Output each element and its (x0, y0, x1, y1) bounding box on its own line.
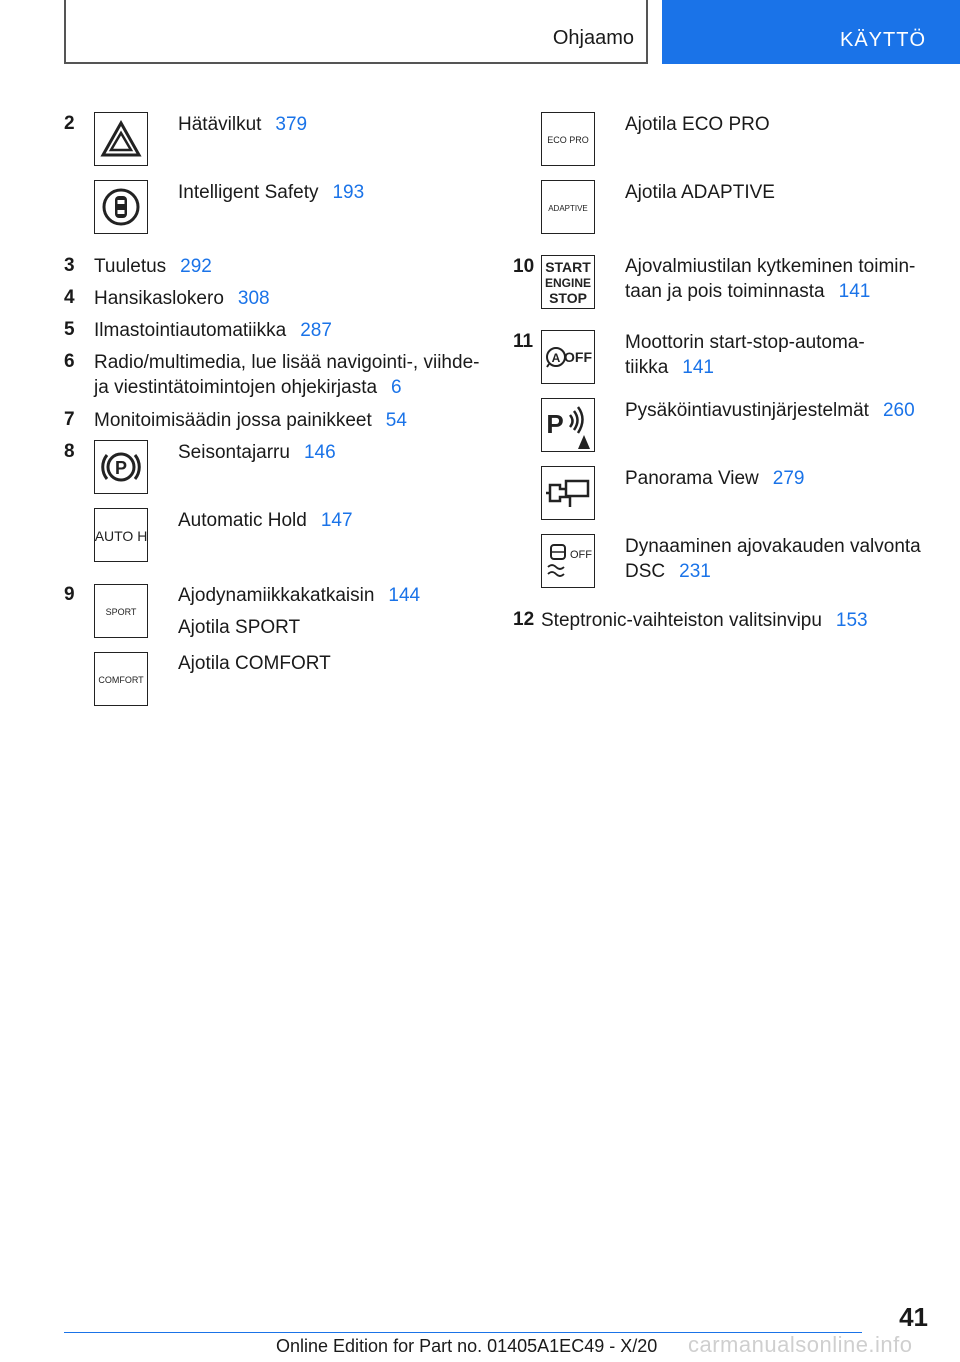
page-link-parking[interactable]: 146 (303, 442, 336, 463)
sport-mode-icon (94, 584, 148, 638)
entry-parking-brake: Seisontajarru 146 (178, 442, 336, 463)
entry-steptronic: Steptronic-vaihteiston valitsinvipu 153 (541, 610, 868, 631)
entry-start-stop: Ajovalmiustilan kytkeminen toimin- taan ja pois toiminnasta 141 (625, 256, 916, 302)
svg-text:P: P (546, 409, 564, 439)
svg-text:A: A (551, 351, 561, 365)
header-chapter-tab (662, 0, 960, 64)
parking-assistant-icon (541, 398, 595, 452)
panorama-view-icon (541, 466, 595, 520)
item-number-5: 5 (64, 319, 75, 340)
footer-edition: Online Edition for Part no. 01405A1EC49 - X/20 (276, 1336, 658, 1356)
page-number: 41 (899, 1302, 928, 1332)
entry-6: Radio/multimedia, lue lisää navigointi-, viihde- ja viestintätoimintojen ohjekirjasta 6 (94, 352, 480, 398)
page-link-drive[interactable]: 144 (388, 585, 421, 606)
entry-comfort: Ajotila COMFORT (178, 653, 331, 674)
page-link-autohold[interactable]: 147 (320, 510, 353, 531)
parking-brake-icon (94, 440, 148, 494)
item-number-2: 2 (64, 113, 75, 134)
intelligent-safety-icon (94, 180, 148, 234)
header-section-tab (64, 0, 648, 64)
adaptive-mode-icon (541, 180, 595, 234)
start-stop-button-icon (541, 255, 595, 309)
item-number-11: 11 (513, 331, 534, 352)
entry-7: Monitoimisäädin jossa painikkeet 54 (94, 410, 407, 431)
eco-pro-mode-icon (541, 112, 595, 166)
entry-3: Tuuletus 292 (94, 256, 212, 277)
page-link-5[interactable]: 287 (300, 320, 332, 341)
svg-text:ENGINE: ENGINE (544, 276, 592, 290)
svg-text:START: START (545, 259, 591, 275)
item-number-6: 6 (64, 351, 75, 372)
footer-watermark: carmanualsonline.info (688, 1332, 913, 1357)
page-link-4[interactable]: 308 (237, 288, 270, 309)
item-number-8: 8 (64, 441, 75, 462)
page-link-autostart[interactable]: 141 (682, 357, 714, 378)
auto-start-stop-off-icon (541, 330, 595, 384)
svg-text:OFF: OFF (564, 349, 592, 365)
item-number-9: 9 (64, 584, 75, 605)
svg-text:SPORT: SPORT (105, 607, 137, 617)
item-number-4: 4 (64, 287, 75, 308)
entry-4: Hansikaslokero 308 (94, 288, 270, 309)
auto-hold-icon (94, 508, 148, 562)
page-link-dsc[interactable]: 231 (679, 561, 711, 582)
page-link-7[interactable]: 54 (385, 410, 407, 431)
header-section-title: Ohjaamo (552, 27, 634, 49)
page-link-3[interactable]: 292 (180, 256, 212, 277)
entry-dsc: Dynaaminen ajovakauden valvonta DSC 231 (625, 536, 921, 582)
page-link-pdc[interactable]: 260 (882, 400, 915, 421)
page-link-6[interactable]: 6 (391, 377, 402, 398)
item-number-10: 10 (513, 256, 535, 277)
header-chapter-title: KÄYTTÖ (839, 29, 926, 51)
hazard-warning-icon (94, 112, 148, 166)
svg-text:P: P (114, 458, 128, 478)
item-number-3: 3 (64, 255, 75, 276)
dsc-off-icon (541, 534, 595, 588)
svg-text:OFF: OFF (570, 549, 592, 561)
page-link-safety[interactable]: 193 (332, 182, 365, 203)
svg-text:STOP: STOP (549, 290, 587, 306)
entry-hazard: Hätävilkut 379 (178, 114, 308, 135)
entry-adaptive: Ajotila ADAPTIVE (625, 182, 775, 203)
svg-text:ADAPTIVE: ADAPTIVE (548, 204, 588, 213)
item-number-7: 7 (64, 409, 75, 430)
entry-panorama-view: Panorama View 279 (625, 468, 805, 489)
entry-parking-assistant: Pysäköintiavustinjärjestelmät 260 (625, 400, 915, 421)
svg-text:AUTO H: AUTO H (95, 528, 147, 544)
entry-5: Ilmastointiautomatiikka 287 (94, 320, 332, 341)
page-link-panorama[interactable]: 279 (772, 468, 805, 489)
item-number-12: 12 (513, 609, 535, 630)
entry-eco-pro: Ajotila ECO PRO (625, 114, 770, 135)
comfort-mode-icon (94, 652, 148, 706)
page-link-startstop[interactable]: 141 (838, 281, 871, 302)
svg-text:COMFORT: COMFORT (98, 675, 144, 685)
entry-intelligent-safety: Intelligent Safety 193 (178, 182, 365, 203)
entry-auto-start-stop: Moottorin start-stop-automa- tiikka 141 (625, 332, 865, 378)
entry-auto-hold: Automatic Hold 147 (178, 510, 353, 531)
svg-text:ECO PRO: ECO PRO (547, 135, 589, 145)
page-link-steptronic[interactable]: 153 (835, 610, 868, 631)
page-link-hazard[interactable]: 379 (275, 114, 308, 135)
entry-drive-mode-switch: Ajodynamiikkakatkaisin 144 Ajotila SPORT (178, 585, 421, 638)
